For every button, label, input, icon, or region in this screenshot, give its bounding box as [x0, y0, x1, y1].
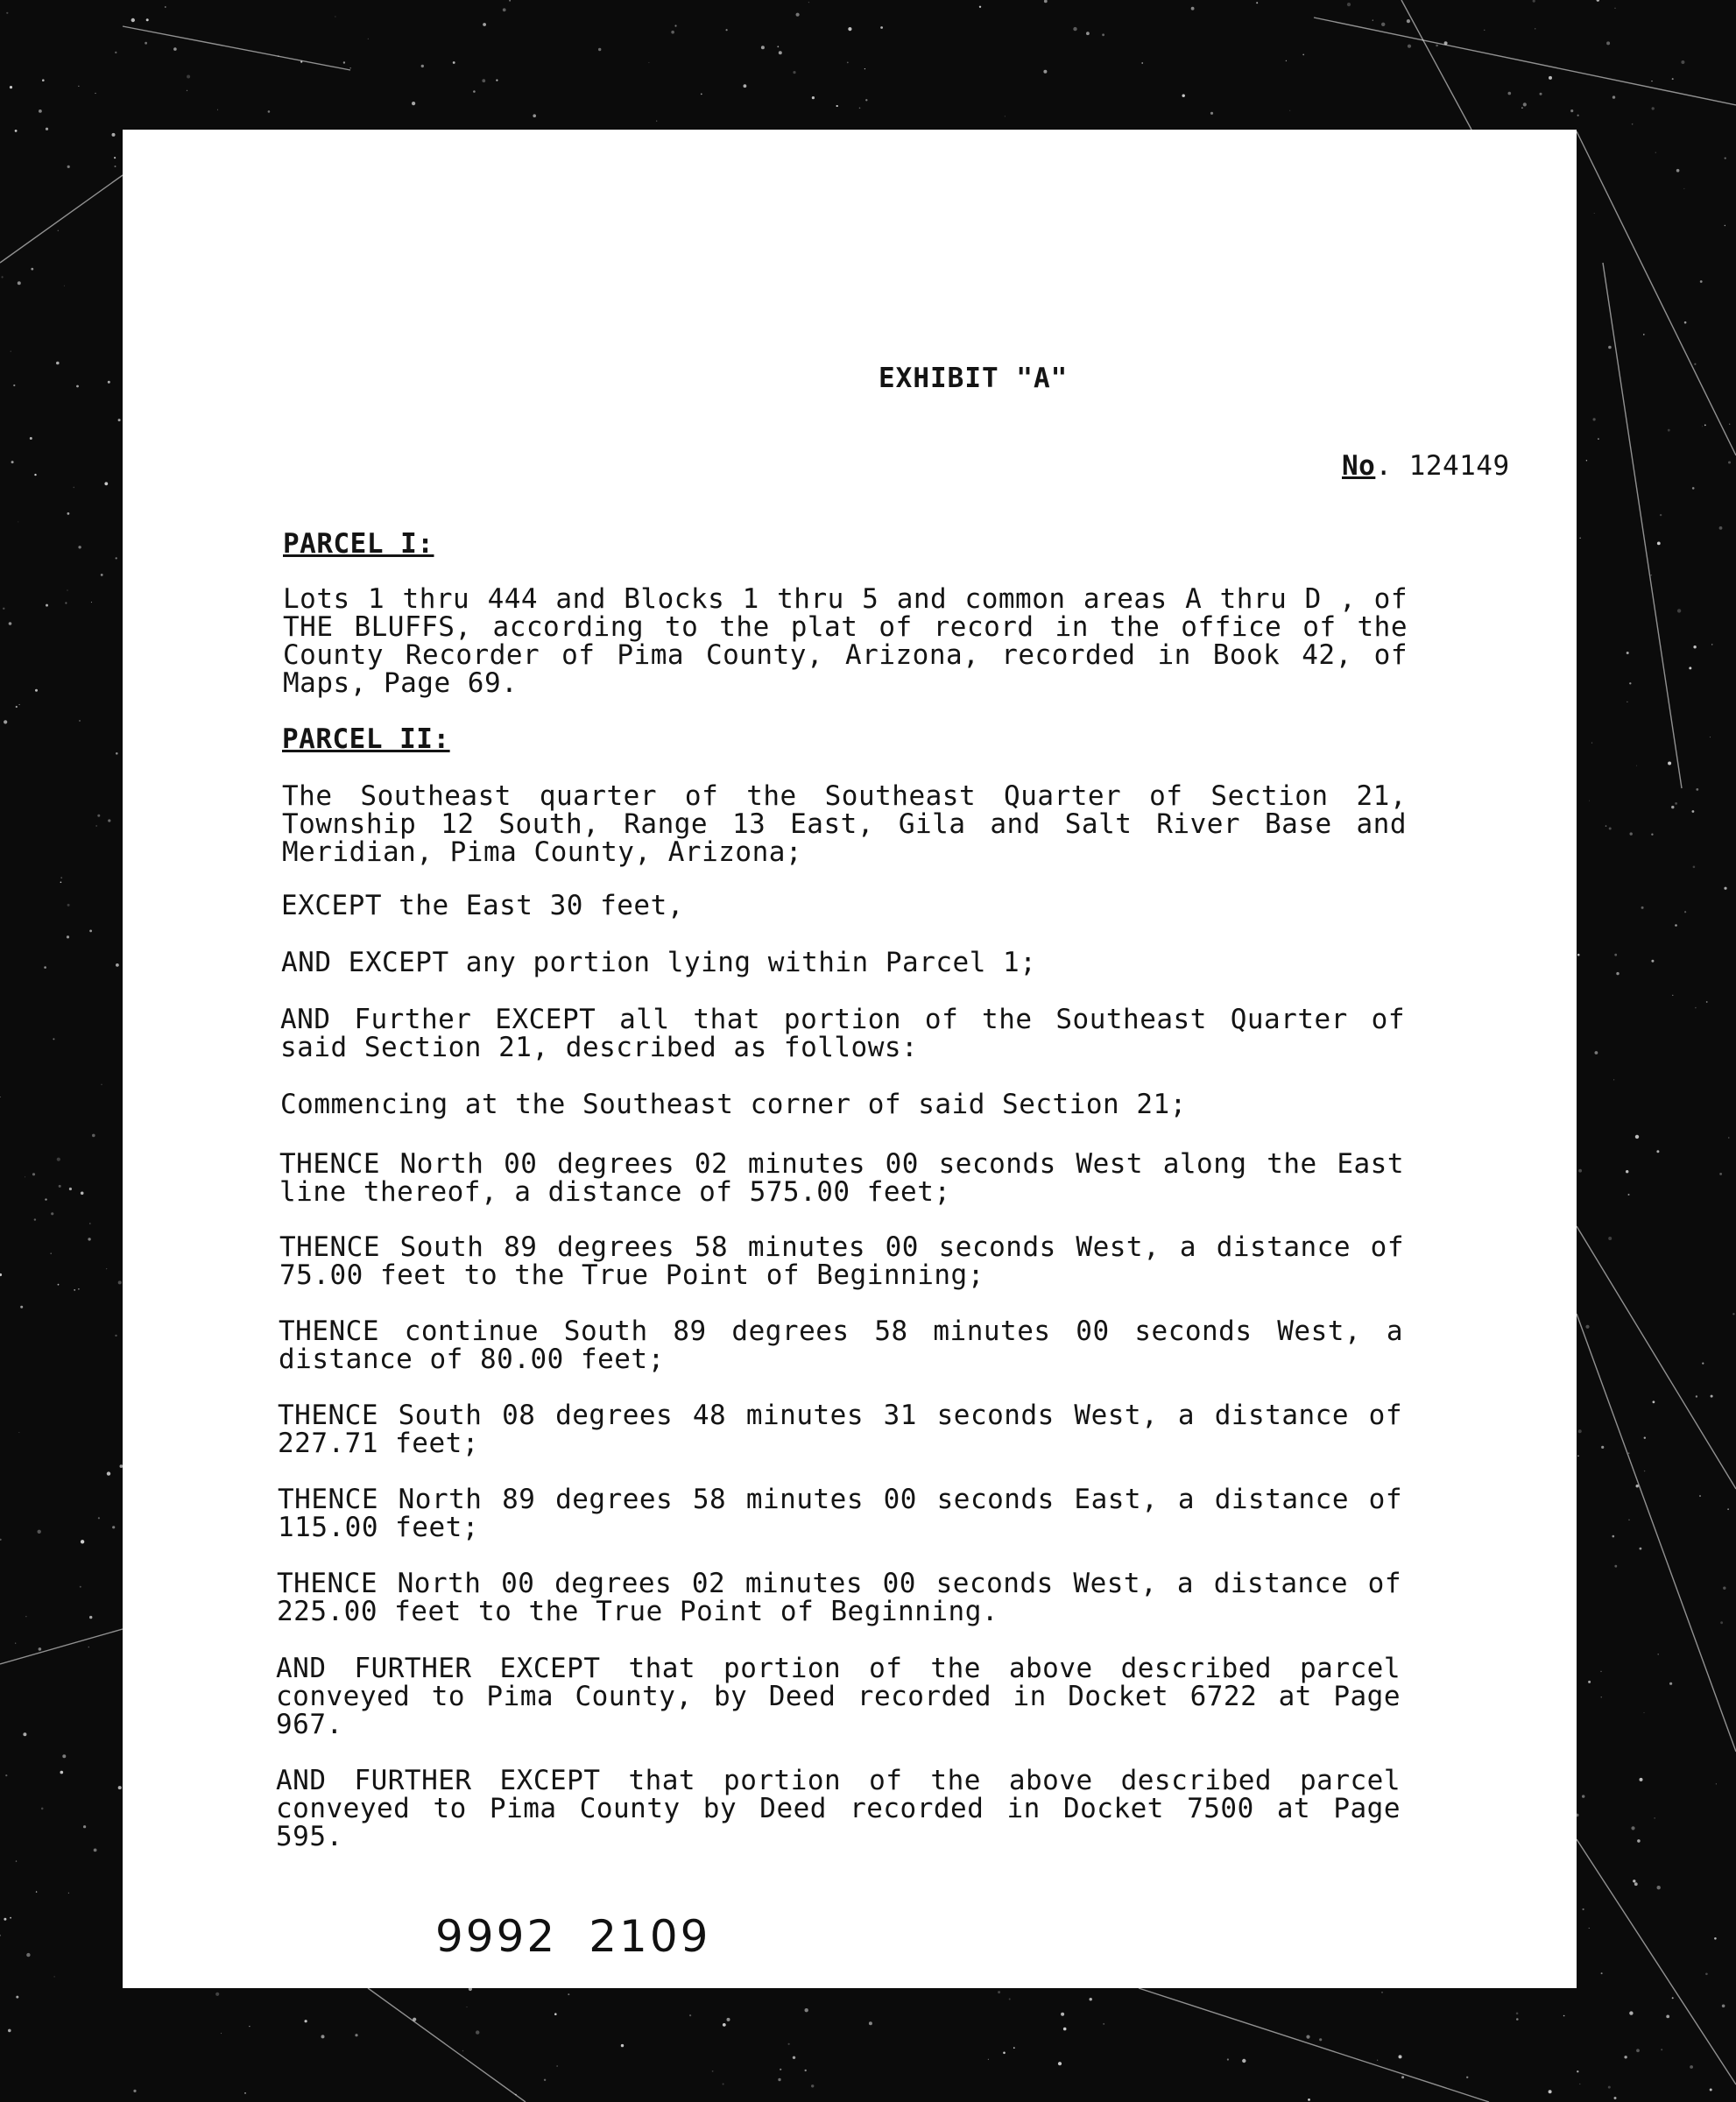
parcel-2-paragraph: THENCE continue South 89 degrees 58 minutes 00 seconds West, a distance of 80.00 feet; — [279, 1316, 1403, 1375]
parcel-1-description: Lots 1 thru 444 and Blocks 1 thru 5 and common areas A thru D , of THE BLUFFS, according to the plat of record in the office of the County Recorder of Pima County, Arizona, recorded in Book 42, of Maps, Page 69. — [283, 583, 1408, 699]
document-number-label: No — [1342, 450, 1376, 482]
exhibit-title: EXHIBIT "A" — [879, 363, 1069, 394]
stamp-left-number: 9992 — [435, 1911, 558, 1962]
parcel-2-paragraph: AND FURTHER EXCEPT that portion of the above described parcel conveyed to Pima County, by Deed recorded in Docket 6722 at Page 967. — [276, 1653, 1401, 1740]
parcel-2-paragraph: EXCEPT the East 30 feet, — [281, 890, 684, 921]
document-number: No. 124149 — [1342, 450, 1510, 482]
recording-stamp — [435, 1911, 711, 1962]
parcel-2-paragraph: AND EXCEPT any portion lying within Parcel 1; — [281, 947, 1037, 978]
parcel-2-paragraph: Commencing at the Southeast corner of said Section 21; — [280, 1089, 1187, 1120]
parcel-2-paragraph: THENCE South 89 degrees 58 minutes 00 seconds West, a distance of 75.00 feet to the True Point of Beginning; — [279, 1231, 1404, 1291]
parcel-2-heading: PARCEL II: — [282, 723, 450, 755]
document-page — [123, 130, 1577, 1988]
parcel-1-heading: PARCEL I: — [283, 528, 434, 560]
document-number-value: 124149 — [1408, 450, 1510, 482]
parcel-2-paragraph: The Southeast quarter of the Southeast Quarter of Section 21, Township 12 South, Range 13 East, Gila and Salt River Base and Meridian, Pima County, Arizona; — [282, 780, 1407, 868]
stamp-right-number: 2109 — [589, 1911, 711, 1962]
parcel-2-paragraph: THENCE North 89 degrees 58 minutes 00 seconds East, a distance of 115.00 feet; — [278, 1484, 1402, 1543]
parcel-2-paragraph: AND FURTHER EXCEPT that portion of the above described parcel conveyed to Pima County by Deed recorded in Docket 7500 at Page 595. — [276, 1765, 1401, 1852]
parcel-2-paragraph: THENCE South 08 degrees 48 minutes 31 seconds West, a distance of 227.71 feet; — [278, 1400, 1402, 1459]
parcel-2-paragraph: AND Further EXCEPT all that portion of the Southeast Quarter of said Section 21, described as follows: — [280, 1004, 1405, 1063]
parcel-2-paragraph: THENCE North 00 degrees 02 minutes 00 seconds West, a distance of 225.00 feet to the True Point of Beginning. — [277, 1568, 1401, 1627]
parcel-2-paragraph: THENCE North 00 degrees 02 minutes 00 seconds West along the East line thereof, a distance of 575.00 feet; — [279, 1148, 1404, 1208]
